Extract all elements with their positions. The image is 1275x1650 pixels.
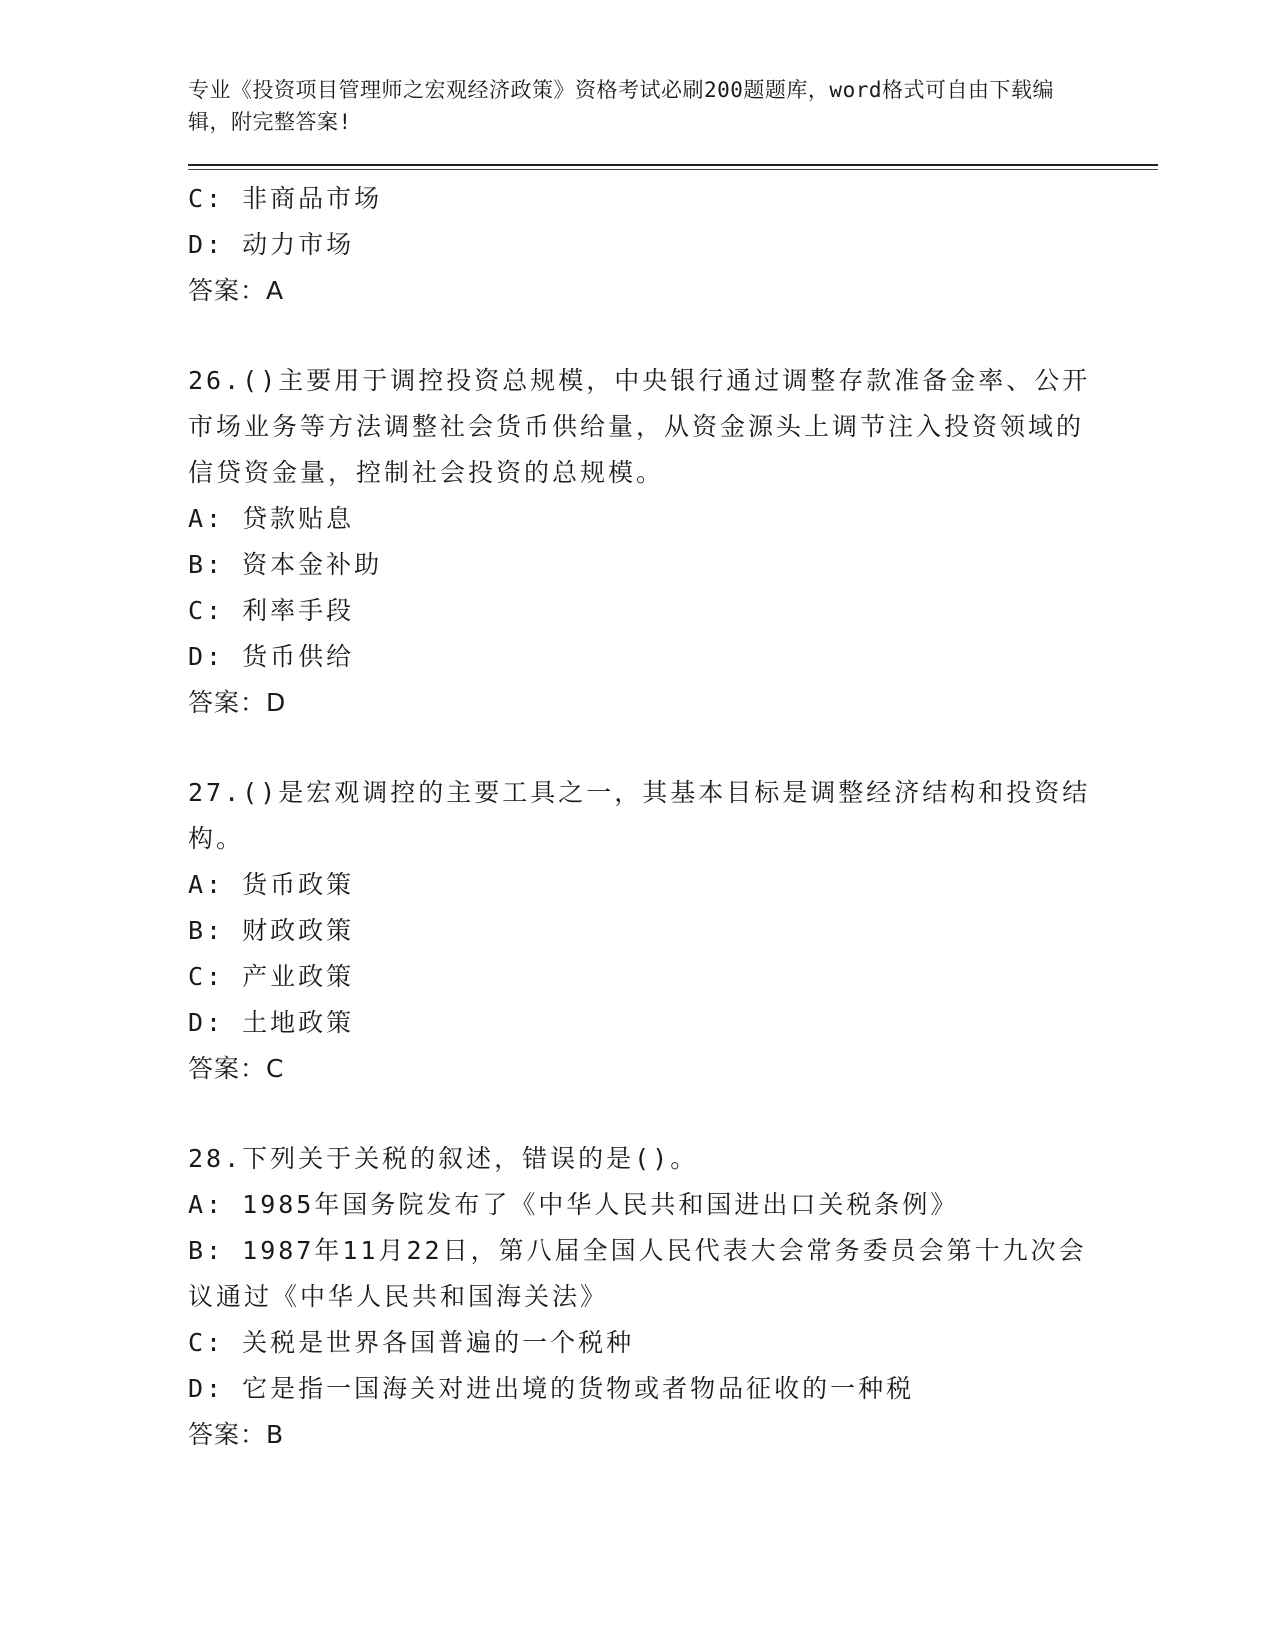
option-b: B: 1987年11月22日，第八届全国人民代表大会常务委员会第十九次会议通过《中华人民共和国海关法》 [188, 1236, 1087, 1311]
question-27 [188, 770, 1158, 1092]
spacer [188, 314, 1158, 358]
spacer [188, 726, 1158, 770]
answer-line: 答案：B [188, 1420, 285, 1449]
option-a: A: 贷款贴息 [188, 504, 355, 533]
continued-question [188, 176, 1158, 314]
header-divider-thin [188, 169, 1158, 170]
document-header: 专业《投资项目管理师之宏观经济政策》资格考试必刷200题题库，word格式可自由下载编辑，附完整答案! [188, 78, 1054, 134]
option-b: B: 资本金补助 [188, 550, 383, 579]
option-a: A: 1985年国务院发布了《中华人民共和国进出口关税条例》 [188, 1190, 959, 1219]
option-c: C: 产业政策 [188, 962, 355, 991]
question-stem: 28.下列关于关税的叙述，错误的是()。 [188, 1144, 699, 1173]
option-c: C: 关税是世界各国普遍的一个税种 [188, 1328, 635, 1357]
question-26 [188, 358, 1158, 726]
option-d: D: 土地政策 [188, 1008, 355, 1037]
question-stem: 26.()主要用于调控投资总规模，中央银行通过调整存款准备金率、公开市场业务等方法调整社会货币供给量，从资金源头上调节注入投资领域的信贷资金量，控制社会投资的总规模。 [188, 366, 1091, 487]
answer-line: 答案：A [188, 276, 285, 305]
option-c: C: 利率手段 [188, 596, 355, 625]
question-28 [188, 1136, 1158, 1458]
answer-line: 答案：C [188, 1054, 285, 1083]
answer-line: 答案：D [188, 688, 287, 717]
header-divider-thick [188, 164, 1158, 166]
option-d: D: 它是指一国海关对进出境的货物或者物品征收的一种税 [188, 1374, 915, 1403]
option-c: C: 非商品市场 [188, 184, 383, 213]
option-a: A: 货币政策 [188, 870, 355, 899]
option-b: B: 财政政策 [188, 916, 355, 945]
question-stem: 27.()是宏观调控的主要工具之一，其基本目标是调整经济结构和投资结构。 [188, 778, 1091, 853]
spacer [188, 1092, 1158, 1136]
document-page [188, 74, 1158, 1458]
option-d: D: 货币供给 [188, 642, 355, 671]
option-d: D: 动力市场 [188, 230, 355, 259]
